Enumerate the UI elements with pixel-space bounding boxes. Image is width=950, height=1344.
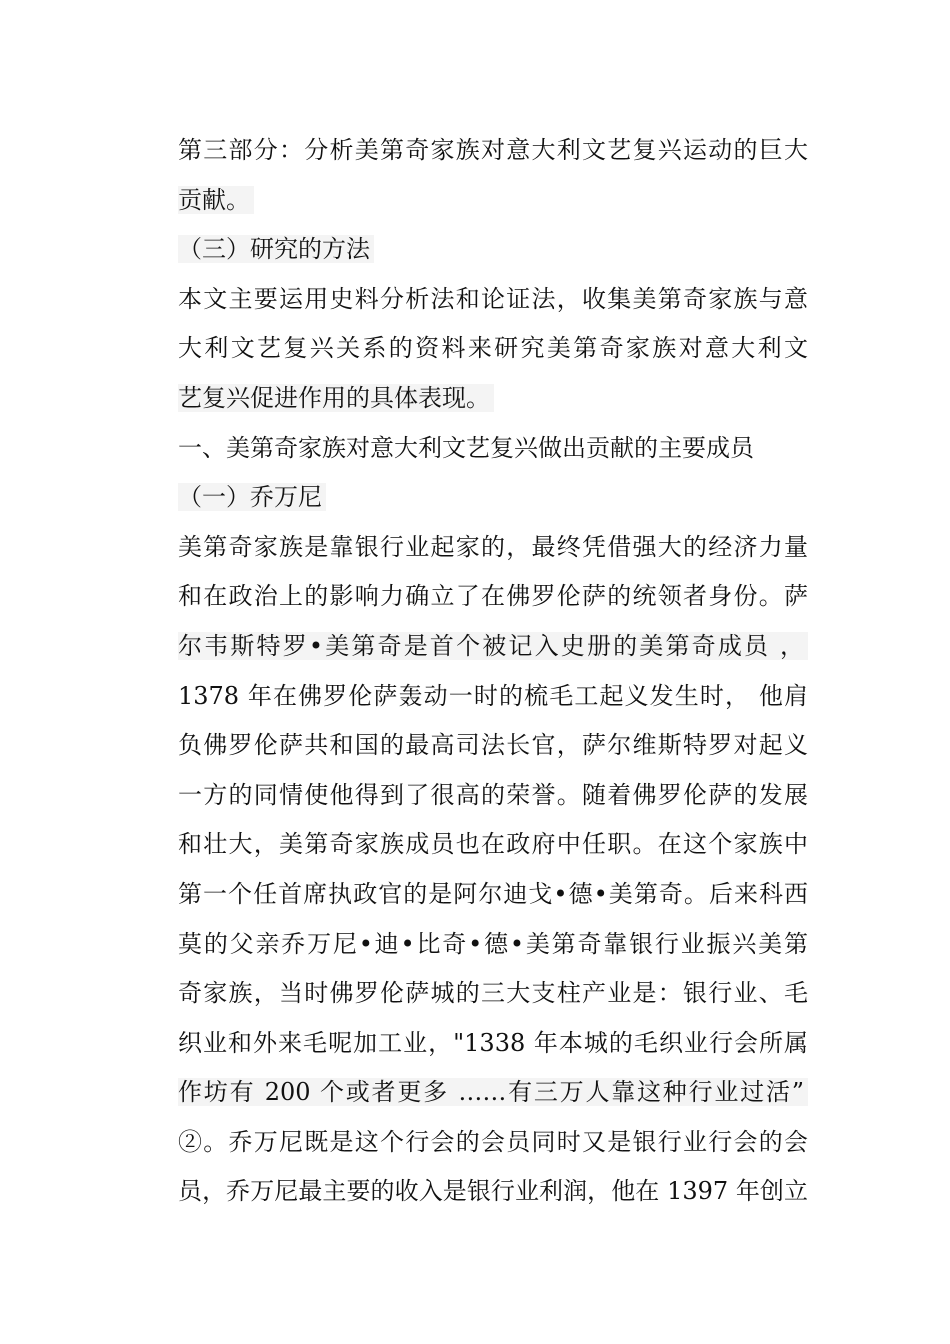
text-line: 第三部分：分析美第奇家族对意大利文艺复兴运动的巨大 bbox=[178, 136, 808, 164]
text-line: 本文主要运用史料分析法和论证法，收集美第奇家族与意 bbox=[178, 284, 808, 313]
text-line: 负佛罗伦萨共和国的最高司法长官，萨尔维斯特罗对起义 bbox=[178, 731, 808, 760]
text-line: 作坊有 200 个或者更多 ……有三万人靠这种行业过活” bbox=[178, 1068, 808, 1118]
text-line: ②。乔万尼既是这个行会的会员同时又是银行业行会的会 bbox=[178, 1127, 808, 1156]
text-line: 贡献。 bbox=[178, 176, 838, 226]
text-line: 艺复兴促进作用的具体表现。 bbox=[178, 374, 838, 424]
text-line: 第一个任首席执政官的是阿尔迪戈•德•美第奇。后来科西 bbox=[178, 879, 808, 908]
text-line: 一方的同情使他得到了很高的荣誉。随着佛罗伦萨的发展 bbox=[178, 780, 808, 809]
text-line: 奇家族，当时佛罗伦萨城的三大支柱产业是：银行业、毛 bbox=[178, 979, 808, 1008]
text-line: 尔韦斯特罗•美第奇是首个被记入史册的美第奇成员 ， bbox=[178, 622, 808, 672]
section-heading: （一）乔万尼 bbox=[178, 473, 838, 523]
document-body bbox=[178, 126, 838, 1217]
chapter-heading: 一、美第奇家族对意大利文艺复兴做出贡献的主要成员 bbox=[178, 433, 754, 462]
text-line: 和在政治上的影响力确立了在佛罗伦萨的统领者身份。萨 bbox=[178, 582, 808, 611]
text-line: 美第奇家族是靠银行业起家的，最终凭借强大的经济力量 bbox=[178, 532, 808, 561]
text-line: 大利文艺复兴关系的资料来研究美第奇家族对意大利文 bbox=[178, 334, 808, 363]
text-line: 莫的父亲乔万尼•迪•比奇•德•美第奇靠银行业振兴美第 bbox=[178, 929, 808, 958]
section-heading: （三）研究的方法 bbox=[178, 225, 838, 275]
text-line: 员，乔万尼最主要的收入是银行业利润，他在 1397 年创立 bbox=[178, 1177, 808, 1206]
text-line: 织业和外来毛呢加工业，"1338 年本城的毛织业行会所属 bbox=[178, 1028, 808, 1057]
text-line: 1378 年在佛罗伦萨轰动一时的梳毛工起义发生时， 他肩 bbox=[178, 681, 808, 710]
text-line: 和壮大，美第奇家族成员也在政府中任职。在这个家族中 bbox=[178, 830, 808, 859]
